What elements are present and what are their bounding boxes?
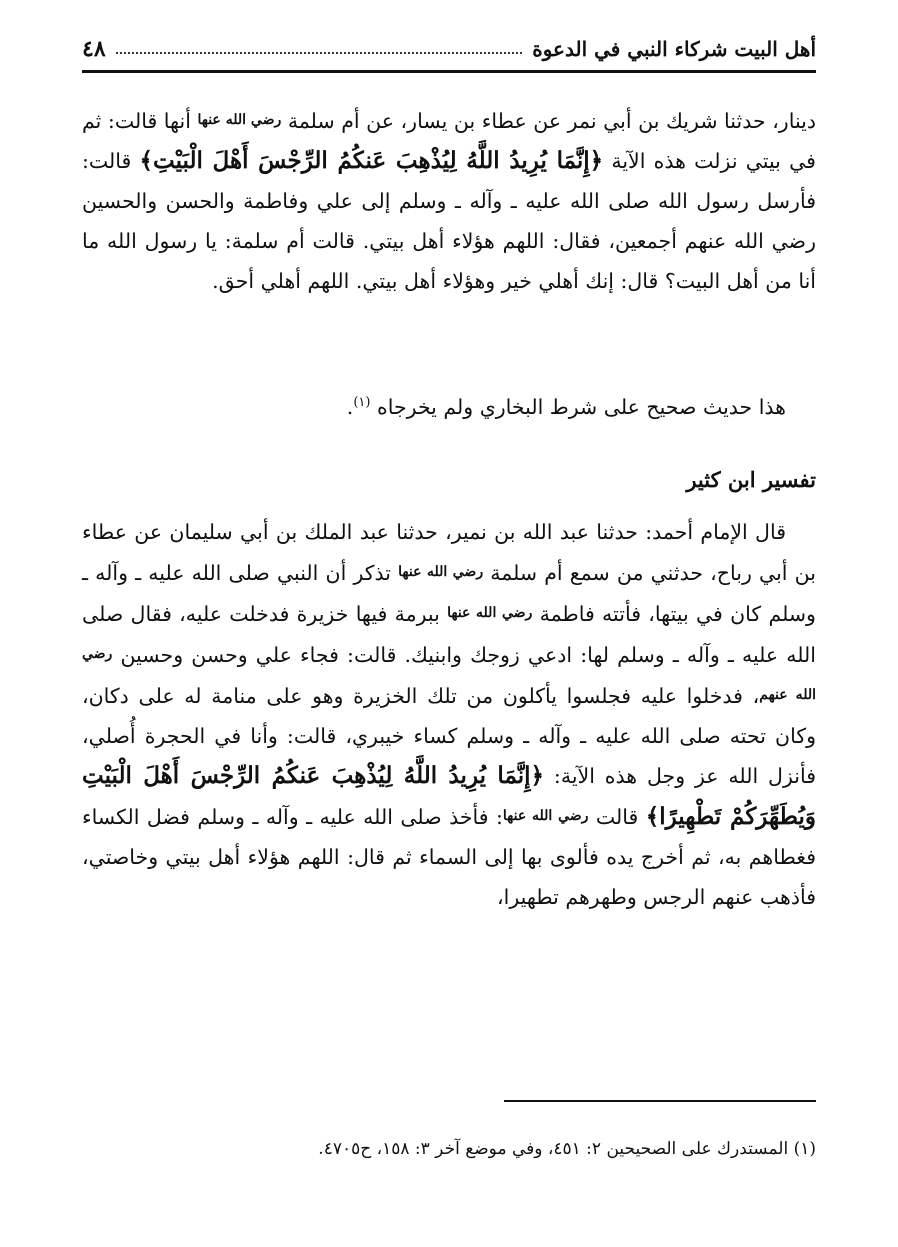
section-heading: تفسير ابن كثير — [686, 467, 816, 492]
footnote-separator — [504, 1100, 816, 1102]
text-run: تذكر أن النبي صلى الله عليه ـ وآله ـ وسلم كان في بيتها، فأتته فاطمة — [82, 561, 816, 626]
text-run: دينار، حدثنا شريك بن أبي نمر عن عطاء بن يسار، عن أم سلمة — [287, 109, 816, 133]
text-run: قال الإمام أحمد: حدثنا عبد الله بن نمير، حدثنا عبد الملك بن أبي سليمان عن عطاء بن أبي رباح، حدثني من سمع أم سلمة — [82, 520, 816, 585]
paragraph-grading — [82, 383, 816, 427]
honorific-radiya-anha: رضي الله عنها — [447, 605, 533, 621]
page-number: ٤٨ — [82, 36, 106, 62]
text-run: أنها قالت: ثم في بيتي نزلت هذه الآية — [82, 109, 816, 173]
honorific-radiya-anhum: رضي الله عنهم — [82, 646, 816, 703]
text-run: قالت: فأرسل رسول الله صلى الله عليه ـ وآله ـ وسلم إلى علي وفاطمة والحسن والحسين رضي الله عنهم أجمعين، فقال: اللهم هؤلاء أهل بيتي. قالت أم سلمة: يا رسول الله ما أنا من أهل البيت؟ قال: إنك أهلي خير وهؤلاء أهل بيتي. اللهم أهلي أحق. — [82, 149, 816, 293]
footnote-reference: (١) — [353, 395, 371, 410]
honorific-radiya-anha: رضي الله عنها — [502, 808, 589, 824]
honorific-radiya-anha: رضي الله عنها — [197, 112, 282, 128]
honorific-radiya-anha: رضي الله عنها — [398, 564, 484, 580]
text-run: ، فدخلوا عليه فجلسوا يأكلون من تلك الخزيرة وهو على منامة له على دكان، وكان تحته صلى الله عليه ـ وآله ـ وسلم كساء خيبري، قالت: وأنا في الحجرة أُصلي، فأنزل الله عز وجل هذه الآية: — [82, 684, 817, 788]
full-stop: . — [346, 395, 354, 419]
text-run: هذا حديث صحيح على شرط البخاري ولم يخرجاه — [376, 395, 786, 419]
text-run: ببرمة فيها خزيرة فدخلت عليه، فقال صلى الله عليه ـ وآله ـ وسلم لها: ادعي زوجك وابنيك. قالت: فجاء علي وحسن وحسين — [82, 602, 816, 667]
running-header — [82, 28, 816, 70]
running-title: أهل البيت شركاء النبي في الدعوة — [532, 37, 816, 61]
header-dot-leader — [116, 52, 523, 54]
paragraph-hadith-um-salama — [82, 100, 816, 301]
footnote: (١) المستدرك على الصحيحين ٢: ٤٥١، وفي موضع آخر ٣: ١٥٨، ح٤٧٠٥. — [318, 1139, 816, 1159]
quran-verse: ﴿إِنَّمَا يُرِيدُ اللَّهُ لِيُذْهِبَ عَنكُمُ الرِّجْسَ أَهْلَ الْبَيْتِ وَيُطَهِّرَكُمْ تَطْهِيرًا﴾ — [82, 762, 816, 830]
quran-verse: ﴿إِنَّمَا يُرِيدُ اللَّهُ لِيُذْهِبَ عَنكُمُ الرِّجْسَ أَهْلَ الْبَيْتِ﴾ — [139, 147, 604, 174]
text-run: قالت — [595, 805, 639, 829]
paragraph-tafsir-ibn-kathir — [82, 512, 816, 917]
header-rule — [82, 70, 816, 73]
text-run: : فأخذ صلى الله عليه ـ وآله ـ وسلم فضل الكساء فغطاهم به، ثم أخرج يده فألوى بها إلى السماء ثم قال: اللهم هؤلاء أهل بيتي وخاصتي، فأذهب عنهم الرجس وطهرهم تطهيرا، — [82, 805, 816, 909]
